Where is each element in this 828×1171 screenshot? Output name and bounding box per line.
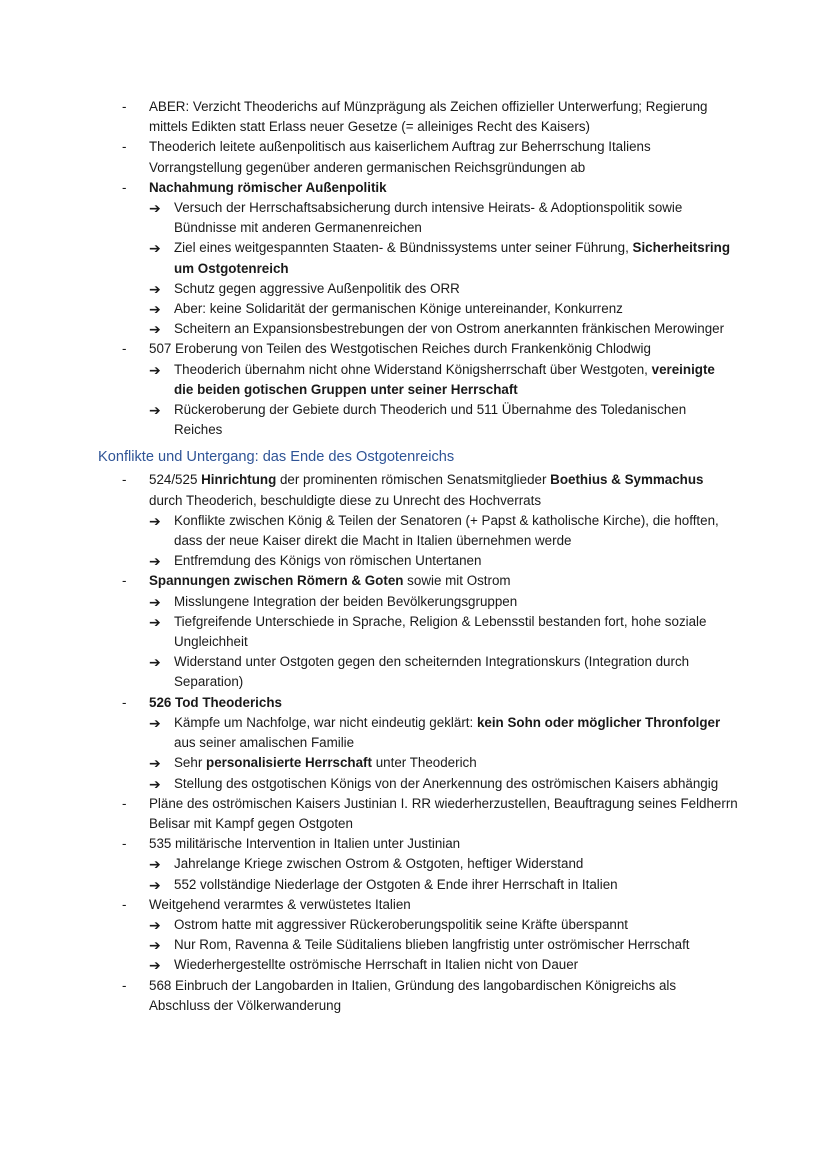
arrow-right-icon: ➔ bbox=[149, 957, 161, 974]
arrow-list-item bbox=[0, 774, 828, 794]
bold-text: 526 Tod Theoderichs bbox=[149, 694, 282, 710]
dash-bullet: - bbox=[122, 795, 127, 811]
text-run: Tiefgreifende Unterschiede in Sprache, Religion & Lebensstil bestanden fort, hohe soziale Ungleichheit bbox=[174, 613, 707, 650]
text-run: ABER: Verzicht Theoderichs auf Münzprägung als Zeichen offizieller Unterwerfung; Regierung mittels Edikten statt Erlass neuer Gesetze (= alleiniges Recht des Kaisers) bbox=[149, 99, 708, 135]
text-run: Jahrelange Kriege zwischen Ostrom & Ostgoten, heftiger Widerstand bbox=[174, 856, 584, 872]
arrow-right-icon: ➔ bbox=[149, 402, 161, 419]
text-run: 568 Einbruch der Langobarden in Italien, Gründung des langobardischen Königreichs als Abschluss der Völkerwanderung bbox=[149, 977, 677, 1013]
section-heading: Konflikte und Untergang: das Ende des Ostgotenreichs bbox=[98, 449, 455, 466]
text-run: Scheitern an Expansionsbestrebungen der von Ostrom anerkannten fränkischen Merowinger bbox=[174, 321, 725, 337]
document-page bbox=[0, 97, 828, 1016]
dash-bullet: - bbox=[122, 139, 127, 155]
dash-bullet: - bbox=[122, 99, 127, 114]
text-run: Ostrom hatte mit aggressiver Rückeroberungspolitik seine Kräfte überspannt bbox=[174, 916, 629, 932]
dash-bullet: - bbox=[122, 896, 127, 912]
arrow-right-icon: ➔ bbox=[149, 654, 161, 671]
arrow-right-icon: ➔ bbox=[149, 321, 161, 338]
arrow-right-icon: ➔ bbox=[149, 856, 161, 873]
arrow-right-icon: ➔ bbox=[149, 593, 161, 610]
arrow-right-icon: ➔ bbox=[149, 876, 161, 893]
dash-bullet: - bbox=[122, 472, 127, 488]
arrow-list-item bbox=[0, 360, 828, 400]
text-run: Kämpfe um Nachfolge, war nicht eindeutig geklärt: bbox=[174, 714, 477, 730]
bold-text: personalisierte Herrschaft bbox=[206, 755, 372, 771]
text-run: Rückeroberung der Gebiete durch Theoderich und 511 Übernahme des Toledanischen Reiches bbox=[174, 402, 687, 438]
text-run: Weitgehend verarmtes & verwüstetes Italien bbox=[149, 896, 411, 912]
bold-text: vereinigte die beiden gotischen Gruppen unter seiner Herrschaft bbox=[174, 361, 715, 397]
text-run: der prominenten römischen Senatsmitglieder bbox=[276, 472, 551, 488]
text-run: Sehr bbox=[174, 755, 207, 771]
arrow-right-icon: ➔ bbox=[149, 916, 161, 933]
text-run: Pläne des oströmischen Kaisers Justinian I. RR wiederherzustellen, Beauftragung seines Feldherrn Belisar mit Kampf gegen Ostgoten bbox=[149, 795, 738, 831]
arrow-right-icon: ➔ bbox=[149, 937, 161, 954]
bullet-list-item bbox=[0, 571, 828, 591]
arrow-right-icon: ➔ bbox=[149, 755, 161, 772]
arrow-list-item bbox=[0, 915, 828, 935]
dash-bullet: - bbox=[122, 836, 127, 852]
bold-text: Nachahmung römischer Außenpolitik bbox=[149, 179, 387, 195]
arrow-right-icon: ➔ bbox=[149, 714, 161, 731]
arrow-right-icon: ➔ bbox=[149, 240, 161, 257]
arrow-list-item bbox=[0, 955, 828, 975]
bullet-list-item bbox=[0, 97, 828, 137]
bullet-list-item bbox=[0, 178, 828, 198]
arrow-right-icon: ➔ bbox=[149, 280, 161, 297]
text-run: Stellung des ostgotischen Königs von der Anerkennung des oströmischen Kaisers abhängig bbox=[174, 775, 719, 791]
bold-text: Sicherheitsring um Ostgotenreich bbox=[174, 240, 730, 276]
arrow-right-icon: ➔ bbox=[149, 512, 161, 529]
dash-bullet: - bbox=[122, 341, 127, 357]
bold-text: Hinrichtung bbox=[201, 472, 277, 488]
text-run: Entfremdung des Königs von römischen Untertanen bbox=[174, 553, 482, 569]
text-run: Wiederhergestellte oströmische Herrschaft in Italien nicht von Dauer bbox=[174, 957, 579, 973]
arrow-right-icon: ➔ bbox=[149, 775, 161, 792]
text-run: Aber: keine Solidarität der germanischen Könige untereinander, Konkurrenz bbox=[174, 301, 623, 317]
text-run: Theoderich leitete außenpolitisch aus kaiserlichem Auftrag zur Beherrschung Italiens Vorrangstellung gegenüber anderen germanischen Reichsgründungen ab bbox=[149, 139, 651, 175]
arrow-list-item bbox=[0, 279, 828, 299]
arrow-right-icon: ➔ bbox=[149, 613, 161, 630]
text-run: Misslungene Integration der beiden Bevölkerungsgruppen bbox=[174, 593, 518, 609]
bold-text: Boethius & Symmachus bbox=[550, 472, 704, 488]
bullet-list-item bbox=[0, 976, 828, 1016]
dash-bullet: - bbox=[122, 573, 127, 589]
arrow-right-icon: ➔ bbox=[149, 200, 161, 217]
arrow-list-item bbox=[0, 612, 828, 652]
text-run: sowie mit Ostrom bbox=[403, 573, 511, 589]
arrow-list-item bbox=[0, 319, 828, 339]
arrow-right-icon: ➔ bbox=[149, 361, 161, 378]
arrow-list-item bbox=[0, 400, 828, 440]
text-run: Nur Rom, Ravenna & Teile Süditaliens blieben langfristig unter oströmischer Herrschaft bbox=[174, 937, 690, 953]
text-run: Widerstand unter Ostgoten gegen den scheiternden Integrationskurs (Integration durch Separation) bbox=[174, 654, 690, 690]
arrow-list-item bbox=[0, 511, 828, 551]
dash-bullet: - bbox=[122, 694, 127, 710]
arrow-list-item bbox=[0, 854, 828, 874]
bold-text: kein Sohn oder möglicher Thronfolger bbox=[476, 714, 721, 730]
arrow-list-item bbox=[0, 753, 828, 773]
section-conflicts-decline bbox=[0, 470, 828, 1015]
arrow-list-item bbox=[0, 935, 828, 955]
bullet-list-item bbox=[0, 470, 828, 510]
arrow-list-item bbox=[0, 713, 828, 753]
arrow-right-icon: ➔ bbox=[149, 301, 161, 318]
bullet-list-item bbox=[0, 137, 828, 177]
arrow-list-item bbox=[0, 198, 828, 238]
bullet-list-item bbox=[0, 794, 828, 834]
text-run: unter Theoderich bbox=[371, 755, 477, 771]
text-run: 535 militärische Intervention in Italien unter Justinian bbox=[149, 836, 461, 852]
arrow-list-item bbox=[0, 551, 828, 571]
arrow-list-item bbox=[0, 652, 828, 692]
text-run: 552 vollständige Niederlage der Ostgoten & Ende ihrer Herrschaft in Italien bbox=[174, 876, 618, 892]
text-run: Ziel eines weitgespannten Staaten- & Bündnissystems unter seiner Führung, bbox=[174, 240, 633, 256]
bullet-list-item bbox=[0, 339, 828, 359]
arrow-right-icon: ➔ bbox=[149, 553, 161, 570]
dash-bullet: - bbox=[122, 179, 127, 195]
text-run: Versuch der Herrschaftsabsicherung durch intensive Heirats- & Adoptionspolitik sowie Bündnisse mit anderen Germanenreichen bbox=[174, 200, 683, 236]
arrow-list-item bbox=[0, 592, 828, 612]
arrow-list-item bbox=[0, 875, 828, 895]
bullet-list-item bbox=[0, 693, 828, 713]
text-run: Schutz gegen aggressive Außenpolitik des ORR bbox=[174, 280, 460, 296]
section-theoderich-politics bbox=[0, 97, 828, 440]
dash-bullet: - bbox=[122, 977, 127, 993]
text-run: 524/525 bbox=[149, 472, 202, 488]
arrow-list-item bbox=[0, 238, 828, 278]
bullet-list-item bbox=[0, 834, 828, 854]
bullet-list-item bbox=[0, 895, 828, 915]
text-run: aus seiner amalischen Familie bbox=[174, 735, 355, 751]
bold-text: Spannungen zwischen Römern & Goten bbox=[149, 573, 404, 589]
arrow-list-item bbox=[0, 299, 828, 319]
text-run: Konflikte zwischen König & Teilen der Senatoren (+ Papst & katholische Kirche), die hofften, dass der neue Kaiser direkt die Macht in Italien übernehmen werde bbox=[174, 512, 719, 549]
text-run: Theoderich übernahm nicht ohne Widerstand Königsherrschaft über Westgoten, bbox=[174, 361, 652, 377]
text-run: 507 Eroberung von Teilen des Westgotischen Reiches durch Frankenkönig Chlodwig bbox=[149, 341, 651, 357]
text-run: durch Theoderich, beschuldigte diese zu Unrecht des Hochverrats bbox=[149, 492, 542, 508]
